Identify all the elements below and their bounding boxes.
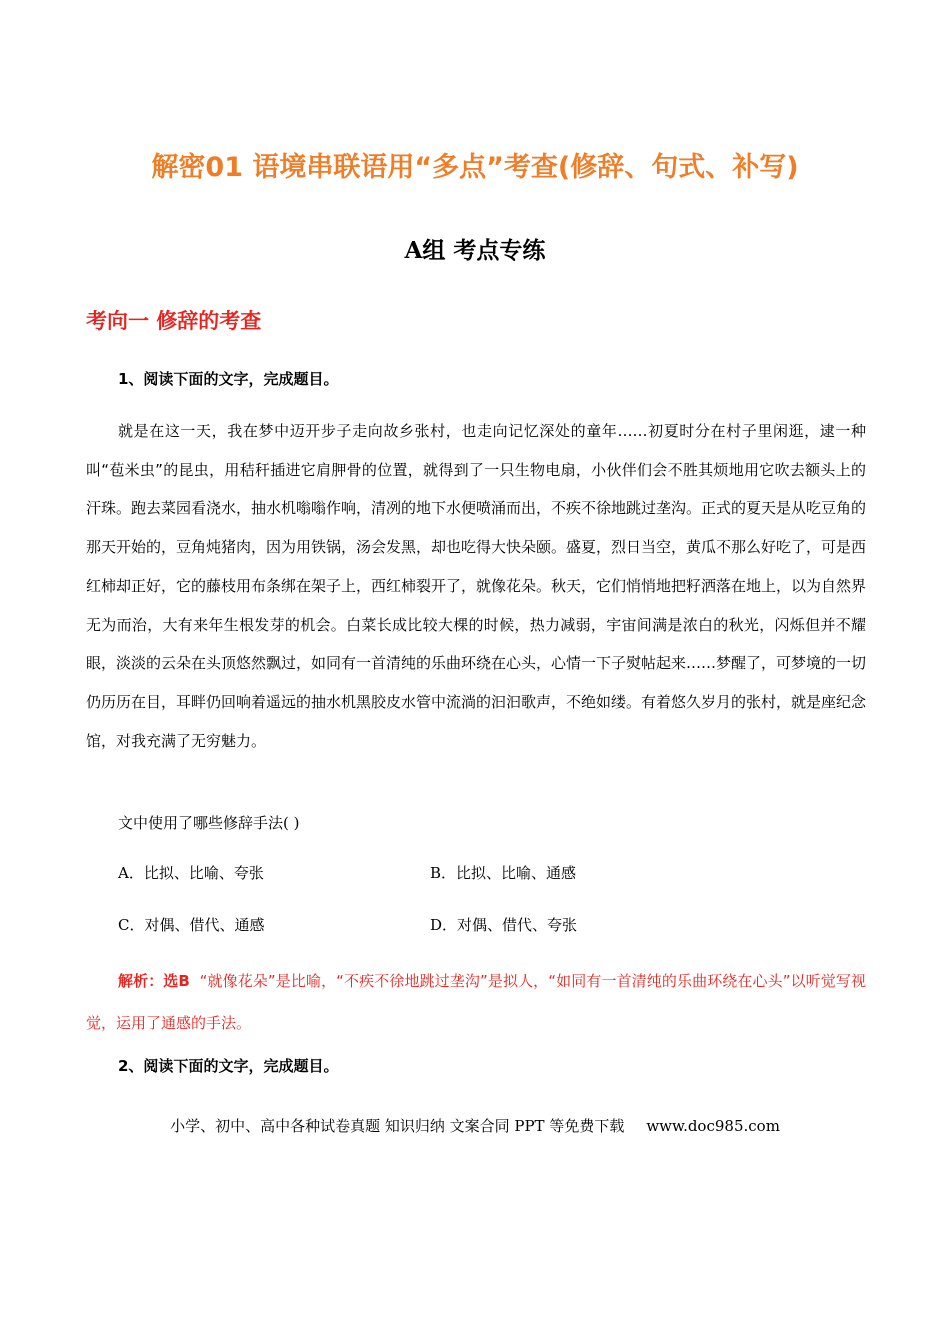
section-heading: 考向一 修辞的考查 — [86, 309, 262, 333]
question-1-passage: 就是在这一天，我在梦中迈开步子走向故乡张村，也走向记忆深处的童年……初夏时分在村子里闲逛，逮一种叫“苞米虫”的昆虫，用秸秆插进它肩胛骨的位置，就得到了一只生物电扇，小伙伴们会不胜其烦地用它吹去额头上的汗珠。跑去菜园看浇水，抽水机嗡嗡作响，清冽的地下水便喷涌而出，不疾不徐地跳过垄沟。正式的夏天是从吃豆角的那天开始的，豆角炖猪肉，因为用铁锅，汤会发黑，却也吃得大快朵颐。盛夏，烈日当空，黄瓜不那么好吃了，可是西红柿却正好，它的藤枝用布条绑在架子上，西红柿裂开了，就像花朵。秋天，它们悄悄地把籽洒落在地上，以为自然界无为而治，大有来年生根发芽的机会。白菜长成比较大棵的时候，热力减弱，宇宙间满是浓白的秋光，闪烁但并不耀眼，淡淡的云朵在头顶悠然飘过，如同有一首清纯的乐曲环绕在心头，心情一下子熨帖起来……梦醒了，可梦境的一切仍历历在目，耳畔仍回响着遥远的抽水机黑胶皮水管中流淌的汩汩歌声，不绝如缕。有着悠久岁月的张村，就是座纪念馆，对我充满了无穷魅力。 — [86, 422, 867, 750]
option-b: B．比拟、比喻、通感 — [430, 864, 577, 882]
group-title: A组 考点专练 — [404, 237, 546, 264]
footer-text: 小学、初中、高中各种试卷真题 知识归纳 文案合同 PPT 等免费下载 — [170, 1117, 625, 1135]
option-d: D．对偶、借代、夸张 — [430, 916, 578, 934]
footer-url[interactable]: www.doc985.com — [646, 1117, 780, 1135]
document-title: 解密01 语境串联语用“多点”考查(修辞、句式、补写) — [151, 152, 799, 183]
answer-analysis — [86, 960, 866, 1044]
page-footer — [0, 1115, 950, 1136]
question-2-label: 2、阅读下面的文字，完成题目。 — [118, 1057, 339, 1075]
question-1-prompt: 文中使用了哪些修辞手法( ) — [118, 814, 300, 832]
question-1-label: 1、阅读下面的文字，完成题目。 — [118, 370, 339, 388]
analysis-label: 解析：选B — [118, 972, 190, 990]
analysis-text: “就像花朵”是比喻，“不疾不徐地跳过垄沟”是拟人，“如同有一首清纯的乐曲环绕在心头”以听觉写视觉，运用了通感的手法。 — [86, 972, 866, 1032]
option-a: A．比拟、比喻、夸张 — [118, 864, 264, 882]
option-c: C．对偶、借代、通感 — [118, 916, 265, 934]
